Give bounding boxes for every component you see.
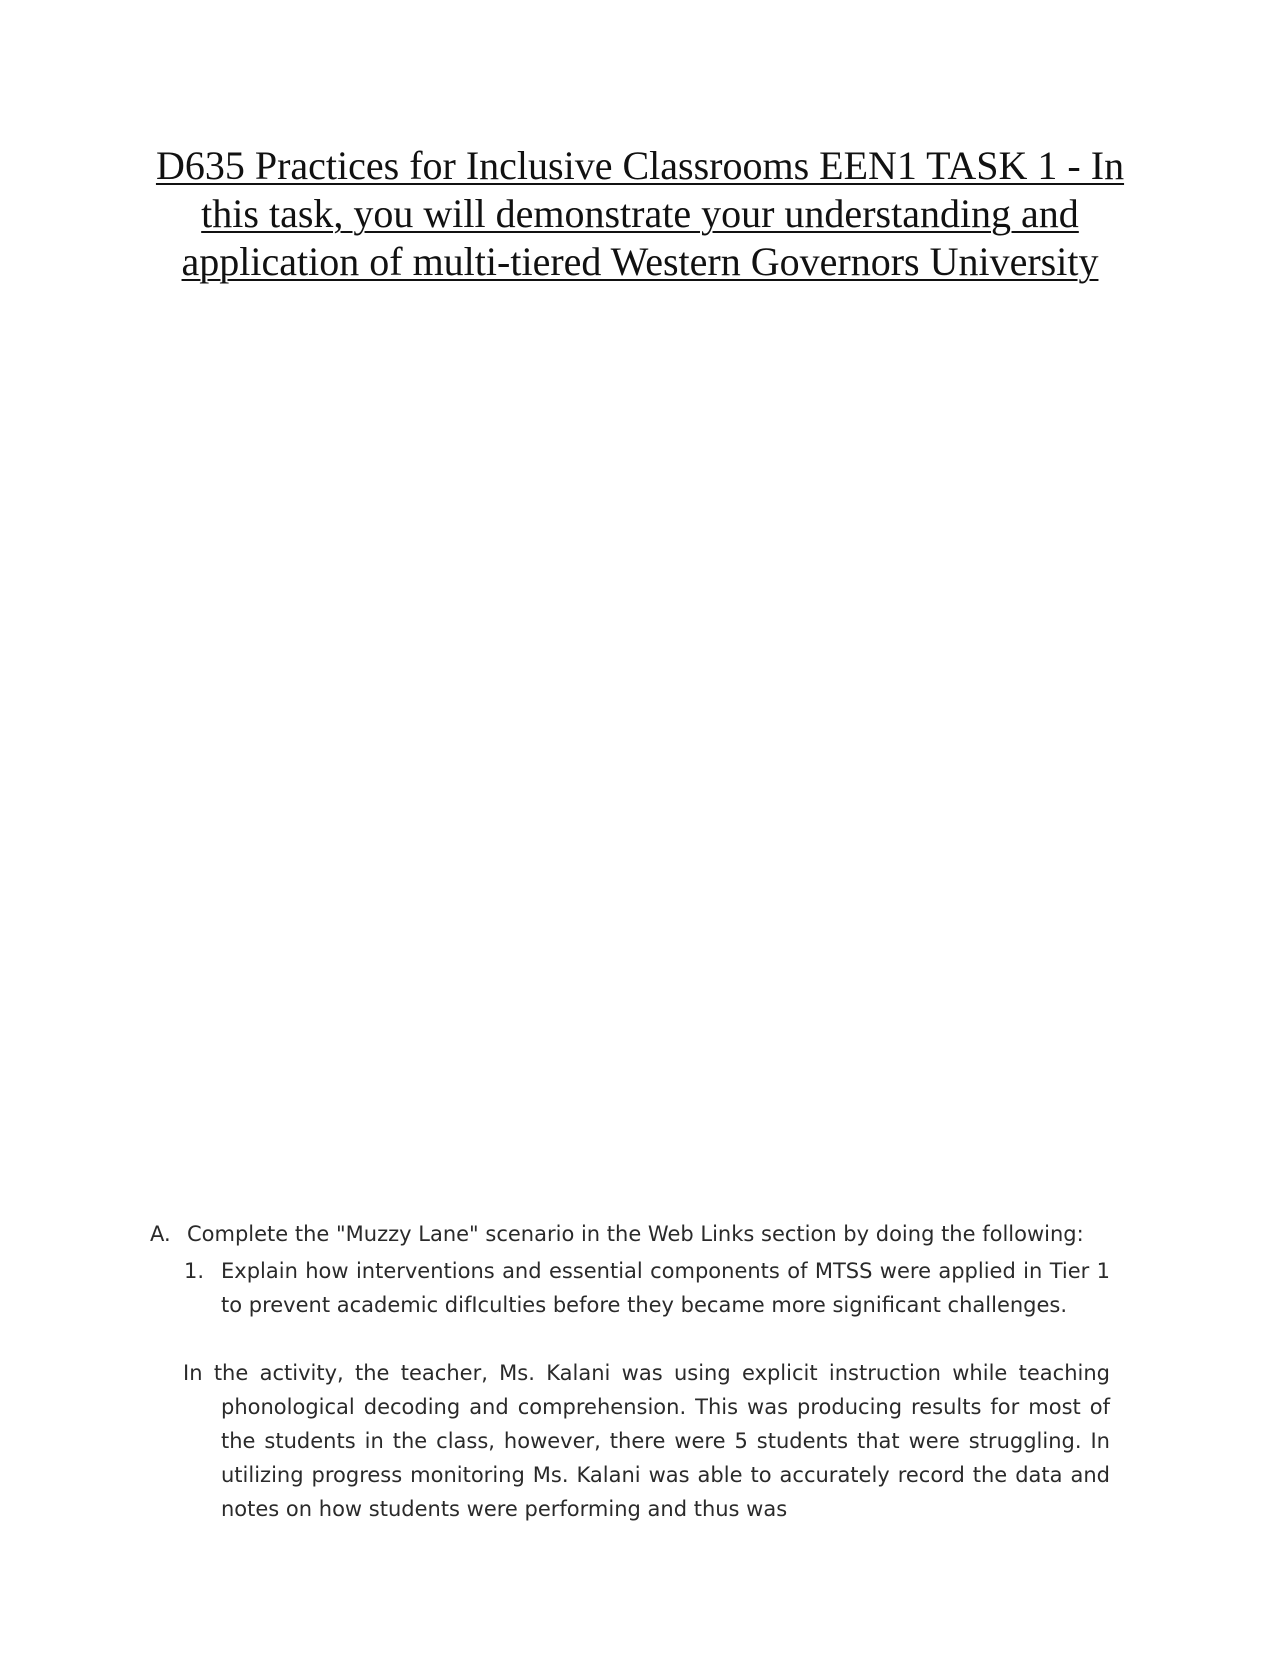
list-marker-a: A. [150, 1222, 171, 1246]
page-title: D635 Practices for Inclusive Classrooms EEN1 TASK 1 - In this task, you will demonstrate your understanding and application of multi-tiered Western Governors University [155, 143, 1125, 284]
task-section [150, 1220, 1110, 1547]
list-item-1 [184, 1254, 1110, 1322]
list-marker-1: 1. [184, 1259, 205, 1283]
section-a-text: Complete the "Muzzy Lane" scenario in the Web Links section by doing the following: [187, 1222, 1084, 1246]
answer-paragraph: In the activity, the teacher, Ms. Kalani was using explicit instruction while teaching phonological decoding and comprehension. This was producing results for most of the students in the class, however, there were 5 students that were struggling. In utilizing progress monitoring Ms. Kalani was able to accurately record the data and notes on how students were performing and thus was [183, 1361, 1110, 1521]
item-1-text: Explain how interventions and essential components of MTSS were applied in Tier 1 to prevent academic difIculties before they became more significant challenges. [221, 1259, 1110, 1317]
list-item-a [150, 1220, 1110, 1249]
